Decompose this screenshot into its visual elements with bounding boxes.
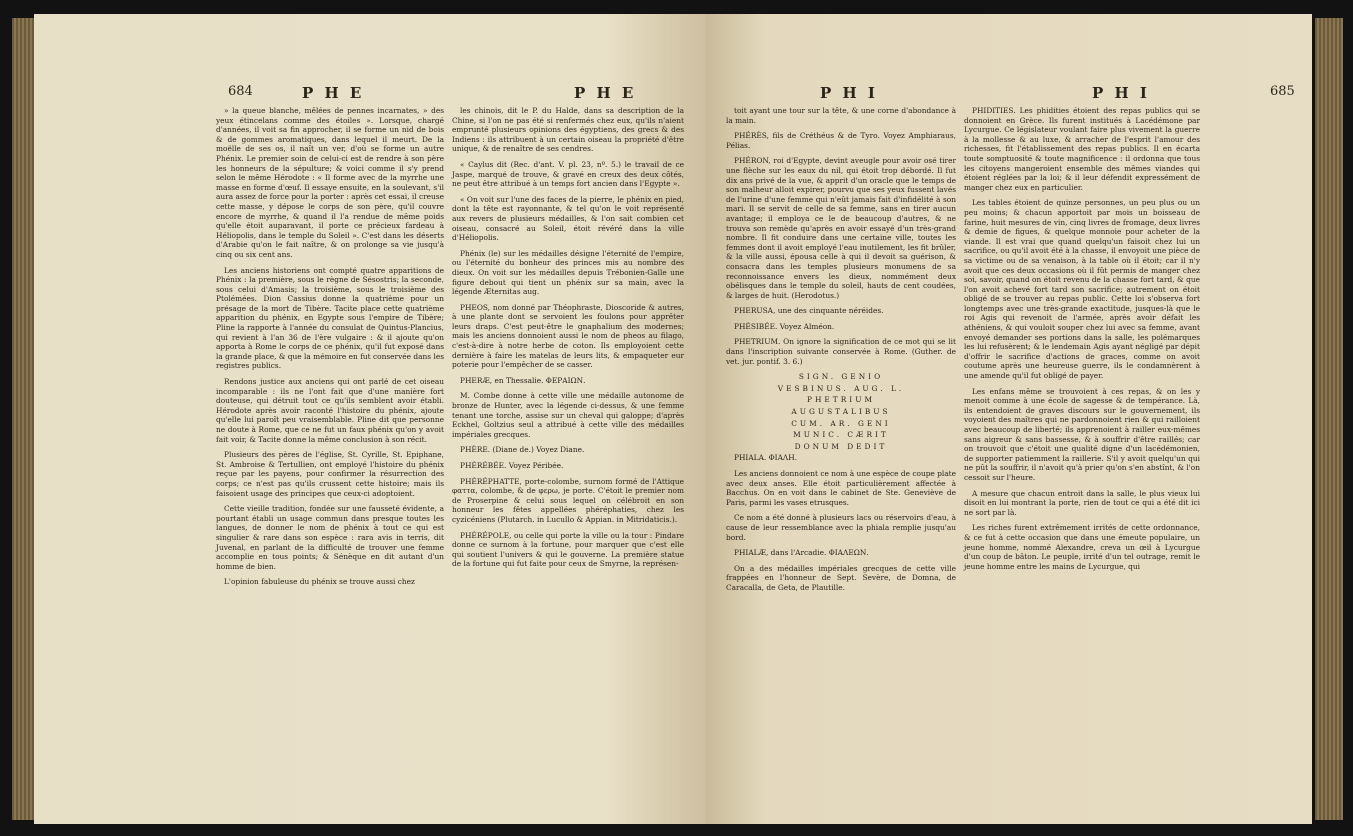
paragraph: Les enfans même se trouvoient à ces repas, & on les y menoit comme à une école de sagesse & de tempérance. Là, ils entendoient de graves discours sur le gouvernement, ils voyoient des maîtres qui ne pardonnoient rien & qui railloient avec beaucoup de liberté; ils apprenoient à railler eux-mêmes sans aigreur & sans bassesse, & à souffrir d'être raillés; car on trouvoit que c'étoit une qualité digne d'un lacédémonien, de supporter patiemment la raillerie. S'il y avoit quelqu'un qui ne pût la souffrir, il n'avoit qu'à prier qu'on s'en abstînt, & l'on cessoit sur l'heure. xyxy=(964,386,1200,482)
paragraph: PHÈRE. (Diane de.) Voyez Diane. xyxy=(460,445,585,455)
paragraph: PHERÆ, en Thessalie. ΦΕΡΑΙΩΝ. xyxy=(460,375,586,385)
paragraph: Les anciens donnoient ce nom à une espèce de coupe plate avec deux anses. Elle étoit particulièrement affectée à Bacchus. On en voit dans le cabinet de Ste. Geneviève de Paris, parmi les vases etrusques. xyxy=(726,469,956,507)
paragraph: Rendons justice aux anciens qui ont parlé de cet oiseau incomparable : ils ne l'ont fait que d'une manière fort douteuse, qui détruit tout ce qu'ils semblent avoir établi. Hérodote après avoir raconté l'histoire du phénix, ajoute qu'elle lui paroît peu vraisemblable. Pline dit que personne ne doute à Rome, que ce ne fut un faux phénix qu'on y avoit fait voir, & Tacite donne la même conclusion à son récit. xyxy=(216,377,444,444)
page-number: 685 xyxy=(1270,84,1295,99)
running-head: P H E xyxy=(574,84,637,102)
paragraph: PHÉRON, roi d'Egypte, devint aveugle pour avoir osé tirer une flèche sur les eaux du nil, qui étoit trop débordé. Il fut dix ans privé de la vue, & apprit d'un oracle que le temps de son malheur alloit expirer, pourvu que ses yeux fussent lavés de l'urine d'une femme qui n'eût jamais fait d'infidélité à son mari. Il se servit de celle de sa femme, sans en tirer aucun avantage; il employa ce le de beaucoup d'autres, & ne trouva son remède qu'après en avoir essayé d'un très-grand nombre. Il fit conduire dans une certaine ville, toutes les femmes dont il avoit employé l'eau inutilement, les fit brûler, & la ville aussi, épousa celle à qui il devoit sa guérison, & consacra dans les temples plusieurs monumens de sa reconnoissance envers les dieux, nommément deux obélisques dans le temple du soleil, hauts de cent coudées, & larges de huit. (Herodotus.) xyxy=(726,156,956,300)
running-head: P H I xyxy=(1092,84,1150,102)
paragraph: « Caylus dit (Rec. d'ant. V. pl. 23, nº. 5.) le travail de ce Jaspe, marqué de trouve, & gravé en creux des deux côtés, ne peut être attribué à un temps fort ancien dans l'Egypte ». xyxy=(452,159,684,189)
running-head: P H I xyxy=(820,84,878,102)
paragraph: PHÉRÈS, fils de Créthéus & de Tyro. Voyez Amphiaraus, Pélias. xyxy=(726,131,956,150)
text-column-2 xyxy=(452,106,684,575)
paragraph: Ce nom a été donné à plusieurs lacs ou réservoirs d'eau, à cause de leur ressemblance avec la phiala remplie jusqu'au bord. xyxy=(726,513,956,542)
running-head: P H E xyxy=(302,84,365,102)
paragraph: les chinois, dit le P. du Halde, dans sa description de la Chine, si l'on ne pas été si renfermés chez eux, qu'ils n'aient emprunté plusieurs opinions des égyptiens, des grecs & des Indiens : ils attribuent à un certain oiseau la propriété d'être unique, & de renaître de ses cendres. xyxy=(452,106,684,154)
paragraph: Les tables étoient de quinze personnes, un peu plus ou un peu moins; & chacun apportoit par mois un boisseau de farine, huit mesures de vin, cinq livres de fromage, deux livres & demie de figues, & quelque monnoie pour acheter de la viande. Il est vrai que quand quelqu'un faisoit chez lui un sacrifice, ou qu'il avoit été à la chasse, il envoyoit une pièce de sa victime ou de sa venaison, à la table où il étoit; car il n'y avoit que ces deux occasions où il fût permis de manger chez soi, savoir, quand on étoit revenu de la chasse fort tard, & que l'on avoit achevé fort tard son sacrifice; autrement on étoit obligé de se trouver au repas public. Cette loi s'observa fort longtemps avec une très-grande exactitude, jusques-là que le roi Agis qui revenoit de l'armée, après avoir défait les athéniens, & qui vouloit souper chez lui avec sa femme, avant envoyé demander ses portions dans la salle, les polémarques les lui refusèrent; & le lendemain Agis ayant négligé par dépit d'offrir le sacrifice d'actions de graces, comme on avoit coutume après une heureuse guerre, ils le condamnèrent à une amende qu'il fut obligé de payer. xyxy=(964,198,1200,381)
paragraph: Les anciens historiens ont compté quatre apparitions de Phénix : la première, sous le règne de Sésostris; la seconde, sous celui d'Amasis; la troisième, sous le troisième des Ptolémées. Dion Cassius donne la quatrième pour un présage de la mort de Tibère. Tacite place cette quatrième apparition du phénix, en Egypte sous l'empire de Tibère; Pline la rapporte à l'année du consulat de Quintus-Plancius, qui revient à l'an 36 de l'ère vulgaire : & il ajoute qu'on apporta à Rome le corps de ce phénix, qu'il fut exposé dans la grande place, & que la mémoire en fut conservée dans les registres publics. xyxy=(216,265,444,371)
right-page xyxy=(706,14,1312,824)
left-page xyxy=(34,14,706,824)
right-page-edges xyxy=(1315,18,1343,820)
paragraph: PHERUSA, une des cinquante néréides. xyxy=(734,306,884,316)
text-column-1 xyxy=(216,106,444,593)
paragraph: PHÉRÉPHATTE, porte-colombe, surnom formé de l'Attique φαττα, colombe, & de φερω, je porte. C'étoit le premier nom de Proserpine & celui sous lequel on célébroit en son honneur les fêtes appellées phéréphaties, chez les cyzicéniens (Plutarch. in Lucullo & Appian. in Mitridaticis.). xyxy=(452,476,684,524)
paragraph: Phénix (le) sur les médailles désigne l'éternité de l'empire, ou l'éternité du bonheur des princes mis au nombre des dieux. On voit sur les médailles depuis Trébonien-Galle une figure debout qui tient un phénix sur sa main, avec la légende Æternitas aug. xyxy=(452,248,684,297)
left-page-edges xyxy=(12,18,36,820)
paragraph: PHÉRÉBÉE. Voyez Péribée. xyxy=(460,461,564,470)
inscription-line: AUGUSTALIBUS xyxy=(791,407,891,417)
inscription-line: PHETRIUM xyxy=(806,395,876,405)
paragraph: M. Combe donne à cette ville une médaille autonome de bronze de Hunter, avec la légende ci-dessus, & une femme tenant une torche, assise sur un cheval qui galoppe; d'après Eckhel, Goltzius seul a attribué à cette ville des médailles impériales grecques. xyxy=(452,391,684,439)
inscription-line: VESBINUS. AUG. L. xyxy=(777,383,905,393)
paragraph: PHIDITIES. Les phidities étoient des repas publics qui se donnoient en Grèce. Ils furent institués à Lacédémone par Lycurgue. Ce législateur voulant faire plus vivement la guerre à la mollesse & au luxe, & arracher de l'esprit l'amour des richesses, fit l'établissement des repas publics. Il en écarta toute somptuosité & toute magnificence : il ordonna que tous les citoyens mangeroient ensemble des mêmes viandes qui étoient réglées par la loi; & il leur défendit expressément de manger chez eux en particulier. xyxy=(964,106,1200,192)
paragraph: PHIALÆ, dans l'Arcadie. ΦΙΑΛΕΩΝ. xyxy=(734,548,869,558)
paragraph: Cette vieille tradition, fondée sur une fausseté évidente, a pourtant établi un usage commun dans presque toutes les langues, de donner le nom de phénix à tout ce qui est singulier & rare dans son espèce : rara avis in terris, dit Juvenal, en parlant de la difficulté de trouver une femme accomplie en tous points; & Sénèque en dit autant d'un homme de bien. xyxy=(216,504,444,571)
text-column-2 xyxy=(964,106,1200,577)
paragraph: On a des médailles impériales grecques de cette ville frappées en l'honneur de Sept. Sevère, de Domna, de Caracalla, de Geta, de Plautille. xyxy=(726,563,956,592)
paragraph: PHETRIUM. On ignore la signification de ce mot qui se lit dans l'inscription suivante conservée à Rome. (Guther. de vet. jur. pontif. 3. 6.) xyxy=(726,337,956,366)
paragraph: « On voit sur l'une des faces de la pierre, le phénix en pied, dont la tête est rayonnante, & tel qu'on le voit représenté aux revers de plusieurs médailles, & l'on sait combien cet oiseau, consacré au Soleil, étoit révéré dans la ville d'Héliopolis. xyxy=(452,194,684,243)
paragraph: PHIALA. ΦΙΑΛΗ. xyxy=(734,453,798,463)
paragraph: PHEOS, nom donné par Théophraste, Dioscoride & autres, à une plante dont se servoient les foulons pour apprêter leurs draps. C'est peut-être le gnaphalium des modernes; mais les anciens donnoient aussi le nom de pheos au filago, c'est-à-dire à notre herbe de coton. Ils employoient cette dernière à faire les matelas de leurs lits, & empaqueter eur poterie pour l'empêcher de se casser. xyxy=(452,302,684,370)
inscription-line: MUNIC. CÆRIT xyxy=(793,430,889,440)
text-column-1 xyxy=(726,106,956,599)
paragraph: Plusieurs des pères de l'église, St. Cyrille, St. Epiphane, St. Ambroise & Tertullien, ont employé l'histoire du phénix reçue par les payens, pour confirmer la résurrection des corps; ce n'est pas qu'ils crussent cette histoire; mais ils faisoient usage des principes que ceux-ci adoptoient. xyxy=(216,450,444,498)
inscription-line: DONUM DEDIT xyxy=(794,441,888,451)
paragraph: L'opinion fabuleuse du phénix se trouve aussi chez xyxy=(224,577,415,587)
page-number: 684 xyxy=(228,84,253,99)
paragraph: Les riches furent extrêmement irrités de cette ordonnance, & ce fut à cette occasion que dans une émeute populaire, un jeune homme, nommé Alexandre, creva un œil à Lycurgue d'un coup de bâton. Le peuple, irrité d'un tel outrage, remit le jeune homme entre les mains de Lycurgue, qui xyxy=(964,523,1200,571)
paragraph: PHÉRÉPOLE, ou celle qui porte la ville ou la tour : Pindare donne ce surnom à la fortune, pour marquer que c'est elle qui soutient l'univers & qui le gouverne. La première statue de la fortune qui fut faite pour ceux de Smyrne, la représen- xyxy=(452,530,684,569)
inscription-line: CUM. AR. GENI xyxy=(791,418,891,428)
paragraph: PHÉSIBÉE. Voyez Alméon. xyxy=(734,321,835,331)
paragraph: A mesure que chacun entroit dans la salle, le plus vieux lui disoit en lui montrant la porte, rien de tout ce qui a été dit ici ne sort par là. xyxy=(964,488,1200,517)
paragraph: toit ayant une tour sur la tête, & une corne d'abondance à la main. xyxy=(726,106,956,125)
inscription-line: SIGN. GENIO xyxy=(798,372,884,382)
paragraph: » la queue blanche, mêlées de pennes incarnates, » des yeux étincelans comme des étoiles ». Lorsque, chargé d'années, il voit sa fin approcher, il se forme un nid de bois & de gommes aromatiques, dans lequel il meurt. De la moëlle de ses os, il naît un ver, d'où se forme un autre Phénix. Le premier soin de celui-ci est de rendre à son père les honneurs de la sépulture; & voici comme il s'y prend selon le même Hérodote : « Il forme avec de la myrrhe une masse en forme d'œuf. Il essaye ensuite, en la soulevant, s'il aura assez de force pour la porter : après cet essai, il creuse cette masse, y dépose le corps de son père, qu'il couvre encore de myrrhe, & quand il l'a rendue de même poids qu'elle étoit auparavant, il porte ce précieux fardeau à Héliopolis, dans le temple du Soleil ». C'est dans les déserts d'Arabie qu'on le fait naître, & on prolonge sa vie jusqu'à cinq ou six cent ans. xyxy=(216,106,444,259)
